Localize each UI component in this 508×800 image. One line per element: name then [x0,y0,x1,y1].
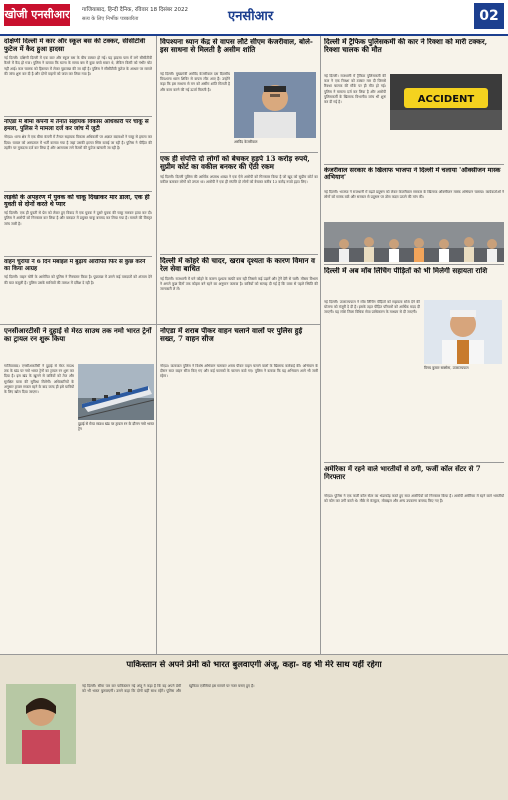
story-body: नई दिल्ली। उपराज्यपाल ने मॉब लिंचिंग पीड़ितों को सहायता राशि देने की योजना को मंजूरी दे दी है। इसके तहत पीड़ित परिवारों को आर्थिक मदद दी जाएगी। यह राशि जिला विधिक सेवा प्राधिकरण के माध्यम से दी जाएगी। [324,300,420,315]
page-number: 02 [474,3,504,29]
story-headline: दिल्ली में अब मॉब लिंचिंग पीड़ितों को भी मिलेगी सहायता राशि [324,267,488,275]
kejriwal-photo [234,72,316,138]
metro-train-photo [78,364,154,420]
story-divider [160,152,318,153]
story-centre1-body [160,72,230,150]
story-left5-body [4,364,74,650]
story-bottom-body [82,684,502,794]
story-right3-head [324,267,504,297]
story-right4-body [324,494,504,650]
story-body: नई दिल्ली। राजधानी में ट्रैफिक पुलिसकर्मी की कार ने एक रिक्शा को टक्कर मार दी जिससे रिक्शा चालक की मौके पर ही मौत हो गई। पुलिस ने मामला दर्ज कर लिया है और आरोपी पुलिसकर्मी के खिलाफ विभागीय जांच भी शुरू कर दी गई है। [324,74,386,105]
story-right3-body [324,300,420,460]
story-headline: पाकिस्तान से अपने प्रेमी को भारत बुलवाएगी अंजू, कहा- वह भी मेरे साथ यहीं रहेगा [126,660,382,669]
accident-label: ACCIDENT [417,94,475,105]
story-body: नई दिल्ली। भाजपा ने राजधानी में बढ़ते प्रदूषण को लेकर केजरीवाल सरकार के खिलाफ ऑक्सीजन मास्क अभियान चलाया। कार्यकर्ताओं ने लोगों को मास्क बांटे और सरकार से प्रदूषण पर ठोस कदम उठाने की मांग की। [324,190,504,200]
story-left2 [4,119,152,189]
story-headline: दिल्ली में कोहरे की चादर, खराब दृश्यता के कारण विमान व रेल सेवा बाधित [160,257,316,274]
anju-photo [6,684,76,764]
story-divider [160,254,318,255]
story-left4 [4,259,152,321]
story-divider [324,462,504,463]
column-rule [156,36,157,654]
story-left1 [4,38,152,114]
story-right2-body [324,190,504,220]
story-headline: नोएडा में शराब पीकर वाहन चलाने वालों पर पुलिस हुई सख्त, 7 वाहन सीज [160,327,303,344]
story-body: नई दिल्ली। राजधानी में घने कोहरे के कारण दृश्यता काफी कम रही जिससे कई उड़ानें और ट्रेनें देरी से चलीं। मौसम विभाग ने अगले कुछ दिनों तक कोहरा बने रहने का अनुमान जताया है। यात्रियों को सलाह दी गई है कि यात्रा से पहले स्थिति की जानकारी ले लें। [160,276,318,291]
section-title: एनसीआर [228,9,274,24]
story-headline: एनसीआरटीसी ने दुहाई से मेरठ साउथ तक नमो भारत ट्रेनों का ट्रायल रन शुरू किया [4,327,152,344]
story-centre2 [160,155,318,251]
story-centre3 [160,257,318,321]
story-body: नई दिल्ली। वाहन चोरी के आरोपित को पुलिस ने गिरफ्तार किया है। पूछताछ में उसने कई वारदातों को अंजाम देने की बात कबूली है। पुलिस उसके साथियों की तलाश में दबिश दे रही है। [4,275,152,285]
story-centre4-head [160,327,318,361]
story-divider [0,324,320,325]
column-rule [320,36,321,654]
story-body: नोएडा। यातायात पुलिस ने विशेष अभियान चलाकर शराब पीकर वाहन चलाने वालों के खिलाफ कार्रवाई की। अभियान के दौरान सात वाहन सीज किए गए और कई चालकों के चालान काटे गए। पुलिस ने बताया कि यह अभियान आगे भी जारी रहेगा। [160,364,318,379]
story-body: नई दिल्ली। मुख्यमंत्री अरविंद केजरीवाल दस दिवसीय विपश्यना ध्यान शिविर से वापस लौट आए हैं। उन्होंने कहा कि इस साधना से मन को असीम शांति मिलती है और काम करने की नई ऊर्जा मिलती है। [160,72,230,92]
story-right2-head [324,167,504,189]
story-right1-head [324,38,504,72]
story-right1-body [324,74,386,162]
protest-photo [324,222,504,262]
story-right4-head [324,465,504,493]
story-centre1-head [160,38,318,70]
photo-caption: विनय कुमार सक्सेना, उपराज्यपाल [424,366,469,370]
story-left3 [4,194,152,254]
photo-caption: अरविंद केजरीवाल [234,140,258,144]
accident-photo [390,74,502,130]
story-headline: एक ही संपत्ति दो लोगों को बेचकर हड़पे 13 करोड़ रुपये, सुप्रीम कोर्ट का वकील बनकर की ऐंठी रकम [160,155,310,172]
story-divider [4,191,152,192]
story-centre4-body [160,364,318,650]
story-headline: अमेरिका में रहने वाले भारतीयों से ठगी, फर्जी कॉल सेंटर से 7 गिरफ्तार [324,465,481,482]
story-body: नई दिल्ली। दिल्ली पुलिस की आर्थिक अपराध शाखा ने एक ऐसे आरोपी को गिरफ्तार किया है जो खुद को सुप्रीम कोर्ट का वकील बताकर लोगों को ठगता था। आरोपी ने एक ही संपत्ति दो लोगों को बेचकर करीब 13 करोड़ रुपये हड़प लिए। [160,174,318,184]
story-headline: दिल्ली में ट्रैफिक पुलिसकर्मी की कार ने रिक्शा को मारी टक्कर, रिक्शा चालक की मौत [324,38,488,55]
story-body: गाजियाबाद। एनसीआरटीसी ने दुहाई से मेरठ साउथ तक के खंड पर नमो भारत ट्रेनों का ट्रायल रन शुरू कर दिया है। इस खंड के खुलने से यात्रियों को तेज और सुरक्षित यात्रा की सुविधा मिलेगी। अधिकारियों के अनुसार ट्रायल सफल रहने के बाद जल्द ही इसे यात्रियों के लिए खोल दिया जाएगा। [4,364,74,395]
story-body: नई दिल्ली। एक ही युवती से प्रेम को लेकर हुए विवाद में एक युवक ने दूसरे युवक की चाकू मारकर हत्या कर दी। पुलिस ने आरोपी को गिरफ्तार कर लिया है और वारदात में प्रयुक्त चाकू बरामद कर लिया गया है। मामले की विस्तृत जांच जारी है। [4,211,152,226]
dateline: गाजियाबाद, हिन्दी दैनिक, रविवार 18 दिसंबर 2022 [82,7,189,13]
story-body: नई दिल्ली। दक्षिणी दिल्ली में एक कार और स्कूल बस के बीच टक्कर हो गई। यह हादसा पास में लगे सीसीटीवी कैमरे में कैद हो गया। पुलिस ने बताया कि घटना के समय बस में कुछ बच्चे सवार थे, लेकिन किसी को गंभीर चोट नहीं आई। कार चालक को हिरासत में लेकर पूछताछ की जा रही है। पुलिस ने सीसीटीवी फुटेज के आधार पर मामले की जांच शुरू कर दी है और दोनों वाहनों को जब्त कर लिया गया है। [4,56,152,76]
story-divider [324,264,504,265]
story-body: नोएडा। थाना क्षेत्र में एक बीमा कंपनी में तैनात सहायक विकास अधिकारी पर अज्ञात बदमाशों ने चाकू से हमला कर दिया। घायल को अस्पताल में भर्ती कराया गया है जहां उसकी हालत स्थिर बताई जा रही है। पुलिस ने पीड़ित की तहरीर पर मुकदमा दर्ज कर लिया है और आसपास लगे कैमरों की फुटेज खंगाली जा रही है। [4,135,152,150]
story-headline: नोएडा में बीमा कंपनी में तैनात सहायक विकास अधिकारी पर चाकू से हमला, पुलिस ने मामला दर्ज कर जांच में जुटी [4,119,149,132]
story-divider [324,164,504,165]
photo-caption: दुहाई से मेरठ साउथ खंड पर ट्रायल रन के दौरान नमो भारत ट्रेन [78,422,154,431]
story-headline: लड़की के अपहरण में युवक को चाकू दिखाकर मार डाला, एक ही युवती से दोनों करते थे प्यार [4,194,150,209]
story-bottom-head [6,660,502,680]
story-headline: वाहन चुराया ने 6 दिन मंबाइल में बुढ़ाये आरोपित फिर से कुछ करने का किया आग्रह [4,259,146,272]
newspaper-logo: खोजी एनसीआर [4,4,70,26]
story-body: नोएडा। पुलिस ने एक फर्जी कॉल सेंटर का भंडाफोड़ करते हुए सात आरोपियों को गिरफ्तार किया है। आरोपी अमेरिका में रहने वाले भारतीयों को फोन कर ठगी करते थे। मौके से कंप्यूटर, मोबाइल और अन्य उपकरण बरामद किए गए हैं। [324,494,504,504]
story-headline: दक्षिणी दिल्ली में कार और स्कूल बस की टक्कर, सीसीटीवी फुटेज में कैद हुआ हादसा [4,38,146,53]
tagline: सत्य के लिए निर्भीक पत्रकारिता [82,16,139,22]
story-divider [4,256,152,257]
story-headline: केजरीवाल सरकार के खिलाफ भाजपा ने दिल्ली में चलाया 'ऑक्सीजन मास्क अभियान' [324,167,501,182]
lg-portrait-photo [424,300,502,364]
story-left5 [4,327,154,361]
story-divider [4,116,152,117]
story-headline: विपश्यना ध्यान केंद्र से वापस लौटे सीएम केजरीवाल, बोले- इस साधना से मिलती है असीम शांति [160,38,313,55]
story-body: नई दिल्ली। सीमा पार कर पाकिस्तान गई अंजू ने कहा है कि वह अपने प्रेमी को भी भारत बुलवाएगी। उसने कहा कि दोनों यहीं साथ रहेंगे। पुलिस और खुफिया एजेंसियां इस मामले पर नजर बनाए हुए हैं। [82,684,255,694]
